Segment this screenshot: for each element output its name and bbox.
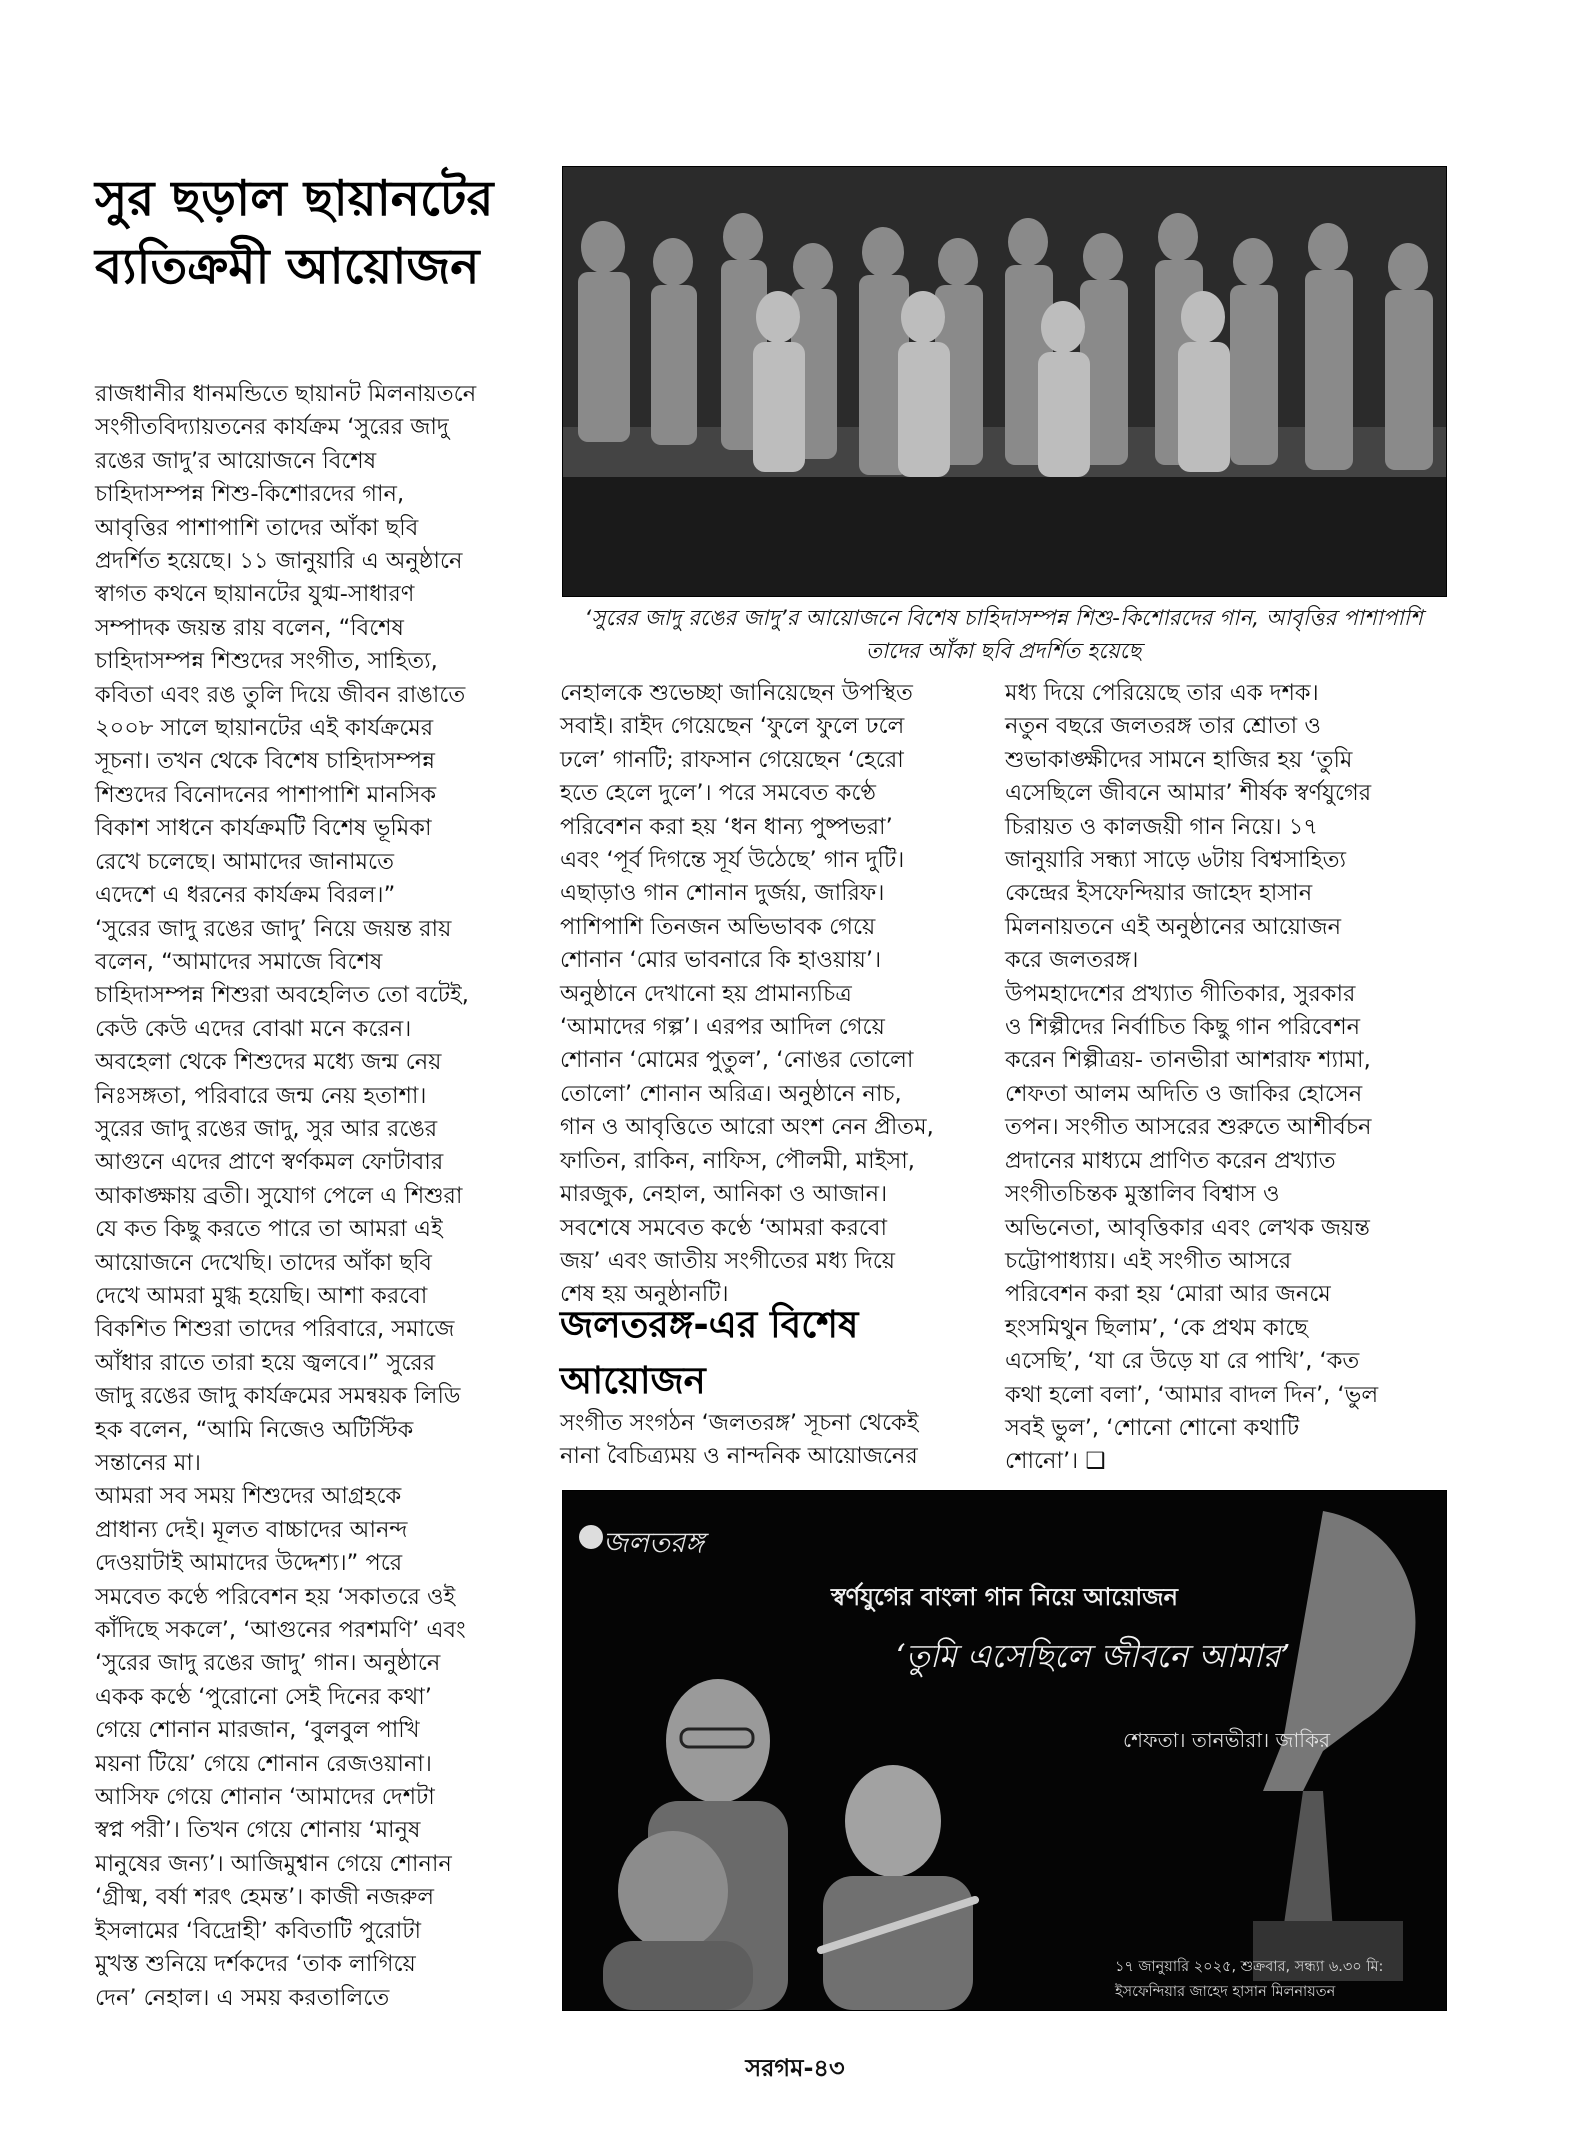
poster-subtitle: স্বর্ণযুগের বাংলা গান নিয়ে আয়োজন [831,1583,1178,1611]
article-column-3: মধ্য দিয়ে পেরিয়েছে তার এক দশক। নতুন বছরে জলতরঙ্গ তার শ্রোতা ও শুভাকাঙ্ক্ষীদের সামনে হাজির হয় ‘তুমি এসেছিলে জীবনে আমার’ শীর্ষক স্বর্ণযুগের চিরায়ত ও কালজয়ী গান নিয়ে। ১৭ জানুয়ারি সন্ধ্যা সাড়ে ৬টায় বিশ্বসাহিত্য কেন্দ্রের ইসফেন্দিয়ার জাহেদ হাসান মিলনায়তনে এই অনুষ্ঠানের আয়োজন করে জলতরঙ্গ। উপমহাদেশের প্রখ্যাত গীতিকার, সুরকার ও শিল্পীদের নির্বাচিত কিছু গান পরিবেশন করেন শিল্পীত্রয়- তানভীরা আশরাফ শ্যামা, শেফতা আলম অদিতি ও জাকির হোসেন তপন। সংগীত আসরের শুরুতে আশীর্বচন প্রদানের মাধ্যমে প্রাণিত করেন প্রখ্যাত সংগীতচিন্তক মুস্তালিব বিশ্বাস ও অভিনেতা, আবৃত্তিকার এবং লেখক জয়ন্ত চট্টোপাধ্যায়। এই সংগীত আসরে পরিবেশন করা হয় ‘মোরা আর জনমে হংসমিথুন ছিলাম’, ‘কে প্রথম কাছে এসেছি’, ‘যা রে উড়ে যা রে পাখি’, ‘কত কথা হলো বলা’, ‘আমার বাদল দিন’, ‘ভুল সবই ভুল’, ‘শোনো শোনো কথাটি শোনো’। ❑ [1005,680,1379,1475]
brand-logo-icon [579,1525,603,1549]
event-photo [562,166,1447,597]
section-subheading: জলতরঙ্গ-এর বিশেষ আয়োজন [560,1303,859,1402]
poster-venue: ইসফেন্দিয়ার জাহেদ হাসান মিলনায়তন [1115,1984,1336,2000]
poster-brand: জলতরঙ্গ [603,1526,704,1559]
photo-caption: ‘সুরের জাদু রঙের জাদু’র আয়োজনে বিশেষ চাহিদাসম্পন্ন শিশু-কিশোরদের গান, আবৃত্তির পাশাপাশি তাদের আঁকা ছবি প্রদর্শিত হয়েছে [584,606,1423,664]
performers-photo-illustration [563,167,1446,596]
page-footer: সরগম-৪৩ [745,2054,845,2082]
poster-title: ‘তুমি এসেছিলে জীবনে আমার’ [895,1637,1291,1675]
event-poster [562,1490,1447,2011]
poster-artists: শেফতা। তানভীরা। জাকির [1123,1728,1330,1752]
article-column-2-continued: সংগীত সংগঠন ‘জলতরঙ্গ’ সূচনা থেকেই নানা বৈচিত্র্যময় ও নান্দনিক আয়োজনের [560,1410,919,1470]
article-column-2: নেহালকে শুভেচ্ছা জানিয়েছেন উপস্থিত সবাই। রাইদ গেয়েছেন ‘ফুলে ফুলে ঢলে ঢলে’ গানটি; রাফসান গেয়েছেন ‘হেরো হতে হেলে দুলে’। পরে সমবেত কণ্ঠে পরিবেশন করা হয় ‘ধন ধান্য পুষ্পভরা’ এবং ‘পূর্ব দিগন্তে সূর্য উঠেছে’ গান দুটি। এছাড়াও গান শোনান দুর্জয়, জারিফ। পাশিপাশি তিনজন অভিভাবক গেয়ে শোনান ‘মোর ভাবনারে কি হাওয়ায়’। অনুষ্ঠানে দেখানো হয় প্রামান্যচিত্র ‘আমাদের গল্প’। এরপর আদিল গেয়ে শোনান ‘মোমের পুতুল’, ‘নোঙর তোলো তোলো’ শোনান অরিত্র। অনুষ্ঠানে নাচ, গান ও আবৃত্তিতে আরো অংশ নেন প্রীতম, ফাতিন, রাকিন, নাফিস, পৌলমী, মাইসা, মারজুক, নেহাল, আনিকা ও আজান। সবশেষে সমবেত কণ্ঠে ‘আমরা করবো জয়’ এবং জাতীয় সংগীতের মধ্য দিয়ে শেষ হয় অনুষ্ঠানটি। [560,680,934,1308]
article-headline: সুর ছড়াল ছায়ানটের ব্যতিক্রমী আয়োজন [95,170,494,295]
article-column-1: রাজধানীর ধানমন্ডিতে ছায়ানট মিলনায়তনে সংগীতবিদ্যায়তনের কার্যক্রম ‘সুরের জাদু রঙের জাদু’র আয়োজনে বিশেষ চাহিদাসম্পন্ন শিশু-কিশোরদের গান, আবৃত্তির পাশাপাশি তাদের আঁকা ছবি প্রদর্শিত হয়েছে। ১১ জানুয়ারি এ অনুষ্ঠানে স্বাগত কথনে ছায়ানটের যুগ্ম-সাধারণ সম্পাদক জয়ন্ত রায় বলেন, “বিশেষ চাহিদাসম্পন্ন শিশুদের সংগীত, সাহিত্য, কবিতা এবং রঙ তুলি দিয়ে জীবন রাঙাতে ২০০৮ সালে ছায়ানটের এই কার্যক্রমের সূচনা। তখন থেকে বিশেষ চাহিদাসম্পন্ন শিশুদের বিনোদনের পাশাপাশি মানসিক বিকাশ সাধনে কার্যক্রমটি বিশেষ ভূমিকা রেখে চলেছে। আমাদের জানামতে এদেশে এ ধরনের কার্যক্রম বিরল।” ‘সুরের জাদু রঙের জাদু’ নিয়ে জয়ন্ত রায় বলেন, “আমাদের সমাজে বিশেষ চাহিদাসম্পন্ন শিশুরা অবহেলিত তো বটেই, কেউ কেউ এদের বোঝা মনে করেন। অবহেলা থেকে শিশুদের মধ্যে জন্ম নেয় নিঃসঙ্গতা, পরিবারে জন্ম নেয় হতাশা। সুরের জাদু রঙের জাদু, সুর আর রঙের আগুনে এদের প্রাণে স্বর্ণকমল ফোটাবার আকাঙ্ক্ষায় ব্রতী। সুযোগ পেলে এ শিশুরা যে কত কিছু করতে পারে তা আমরা এই আয়োজনে দেখেছি। তাদের আঁকা ছবি দেখে আমরা মুগ্ধ হয়েছি। আশা করবো বিকশিত শিশুরা তাদের পরিবারে, সমাজে আঁধার রাতে তারা হয়ে জ্বলবে।” সুরের জাদু রঙের জাদু কার্যক্রমের সমন্বয়ক লিডি হক বলেন, “আমি নিজেও অটিস্টিক সন্তানের মা। আমরা সব সময় শিশুদের আগ্রহকে প্রাধান্য দেই। মূলত বাচ্চাদের আনন্দ দেওয়াটাই আমাদের উদ্দেশ্য।” পরে সমবেত কণ্ঠে পরিবেশন হয় ‘সকাতরে ওই কাঁদিছে সকলে’, ‘আগুনের পরশমণি’ এবং ‘সুরের জাদু রঙের জাদু’ গান। অনুষ্ঠানে একক কণ্ঠে ‘পুরোনো সেই দিনের কথা’ গেয়ে শোনান মারজান, ‘বুলবুল পাখি ময়না টিয়ে’ গেয়ে শোনান রেজওয়ানা। আসিফ গেয়ে শোনান ‘আমাদের দেশটা স্বপ্ন পরী’। তিখন গেয়ে শোনায় ‘মানুষ মানুষের জন্য’। আজিমুশ্বান গেয়ে শোনান ‘গ্রীষ্ম, বর্ষা শরৎ হেমন্ত’। কাজী নজরুল ইসলামের ‘বিদ্রোহী’ কবিতাটি পুরোটা মুখস্ত শুনিয়ে দর্শকদের ‘তাক লাগিয়ে দেন’ নেহাল। এ সময় করতালিতে [95,381,477,2011]
poster-date: ১৭ জানুয়ারি ২০২৫, শুক্রবার, সন্ধ্যা ৬.৩০ মি: [1115,1959,1384,1975]
